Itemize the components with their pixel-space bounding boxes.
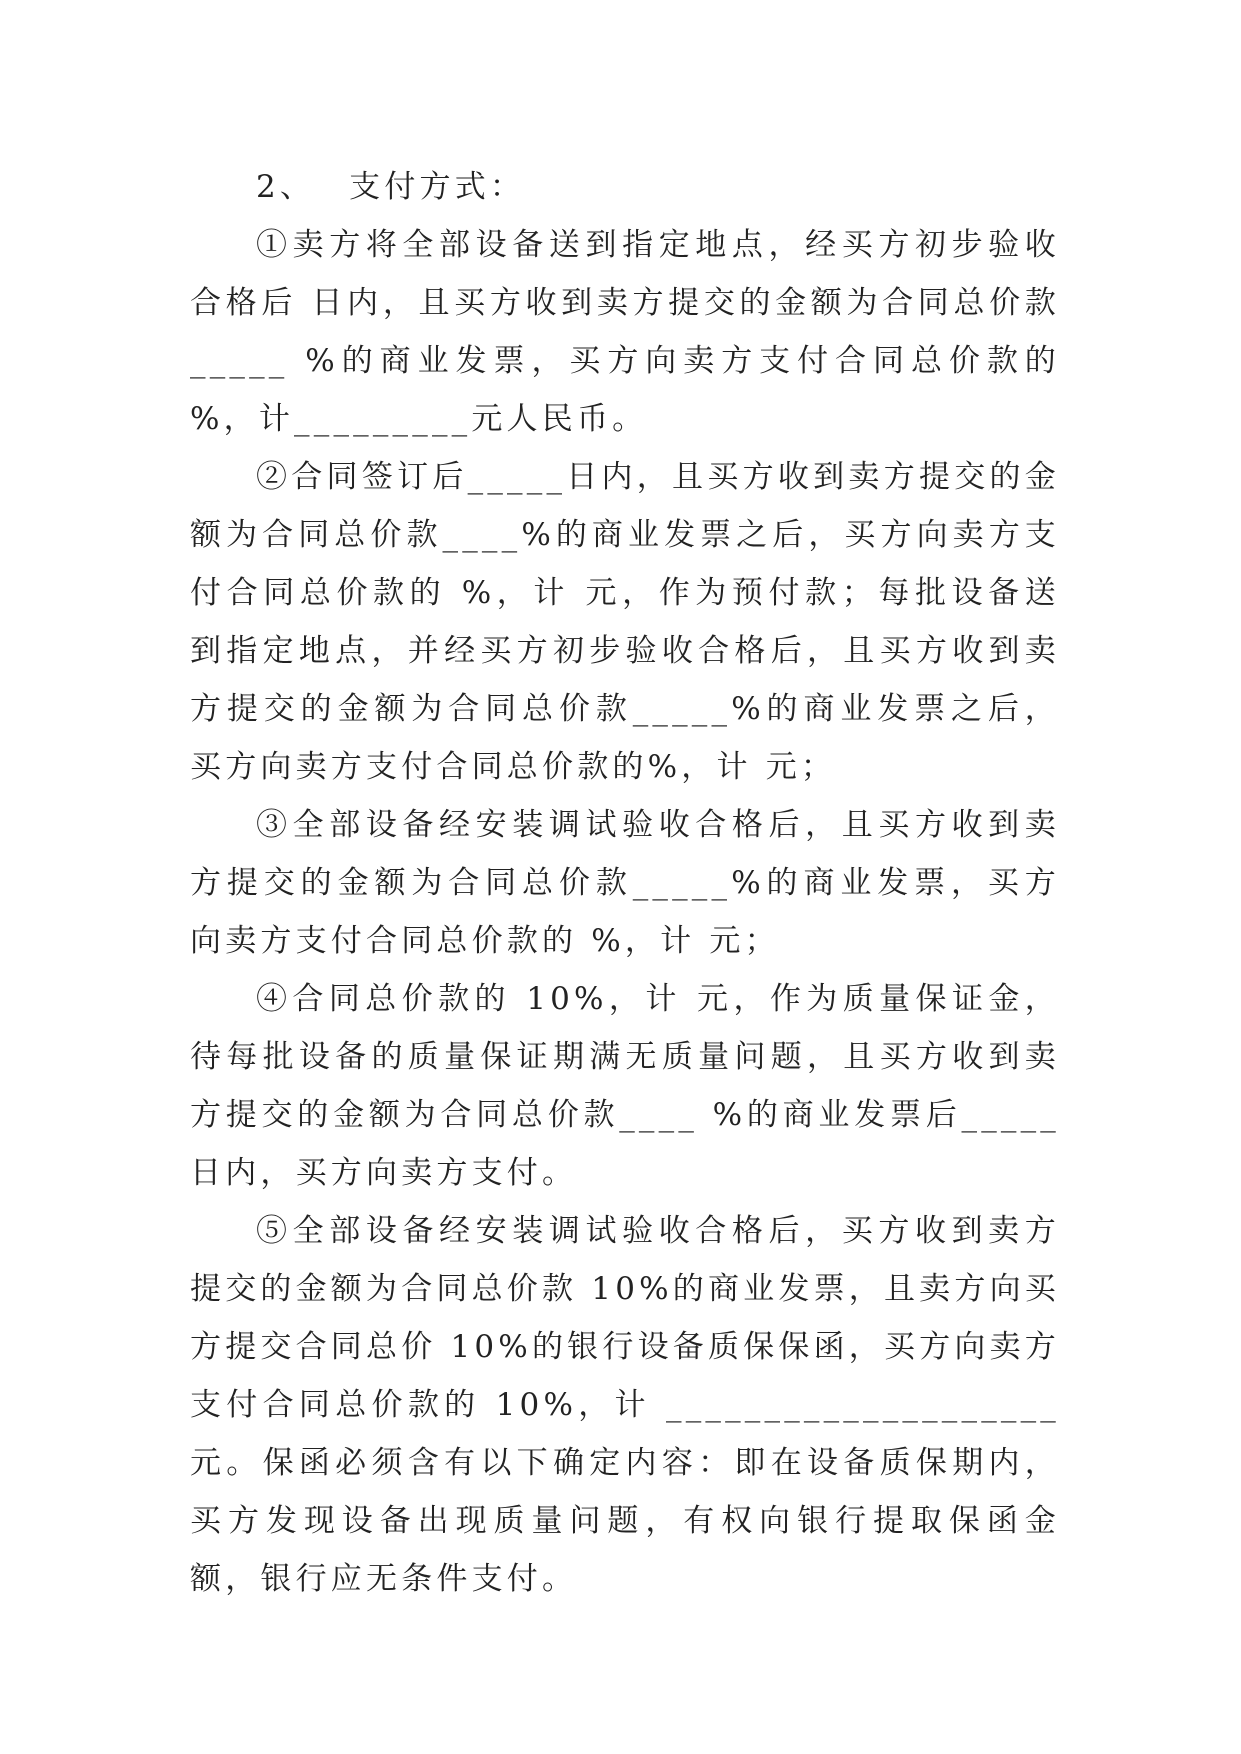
document-body — [190, 158, 1060, 1608]
payment-clause-5: ⑤全部设备经安装调试验收合格后，买方收到卖方提交的金额为合同总价款 10%的商业发票，且卖方向买方提交合同总价 10%的银行设备质保保函，买方向卖方支付合同总价款的 10%，计 ____________________元。保函必须含有以下确定内容：即在设备质保期内，买方发现设备出现质量问题，有权向银行提取保函金额，银行应无条件支付。 — [190, 1213, 1060, 1597]
payment-clause-2: ②合同签订后_____日内，且买方收到卖方提交的金额为合同总价款____%的商业发票之后，买方向卖方支付合同总价款的 %，计 元，作为预付款；每批设备送到指定地点，并经买方初步验收合格后，且买方收到卖方提交的金额为合同总价款_____%的商业发票之后，买方向卖方支付合同总价款的%，计 元； — [190, 459, 1060, 785]
section-heading — [190, 158, 1060, 216]
section-number: 2、 — [256, 169, 316, 205]
payment-clause-3: ③全部设备经安装调试验收合格后，且买方收到卖方提交的金额为合同总价款_____%的商业发票，买方向卖方支付合同总价款的 %，计 元； — [190, 807, 1060, 959]
payment-clause-1: ①卖方将全部设备送到指定地点，经买方初步验收合格后 日内，且买方收到卖方提交的金额为合同总价款_____ %的商业发票，买方向卖方支付合同总价款的 %，计_________元人民币。 — [190, 227, 1060, 437]
section-title: 支付方式： — [349, 169, 526, 205]
payment-clause-4: ④合同总价款的 10%，计 元，作为质量保证金，待每批设备的质量保证期满无质量问题，且买方收到卖方提交的金额为合同总价款____ %的商业发票后_____日内，买方向卖方支付。 — [190, 981, 1060, 1191]
